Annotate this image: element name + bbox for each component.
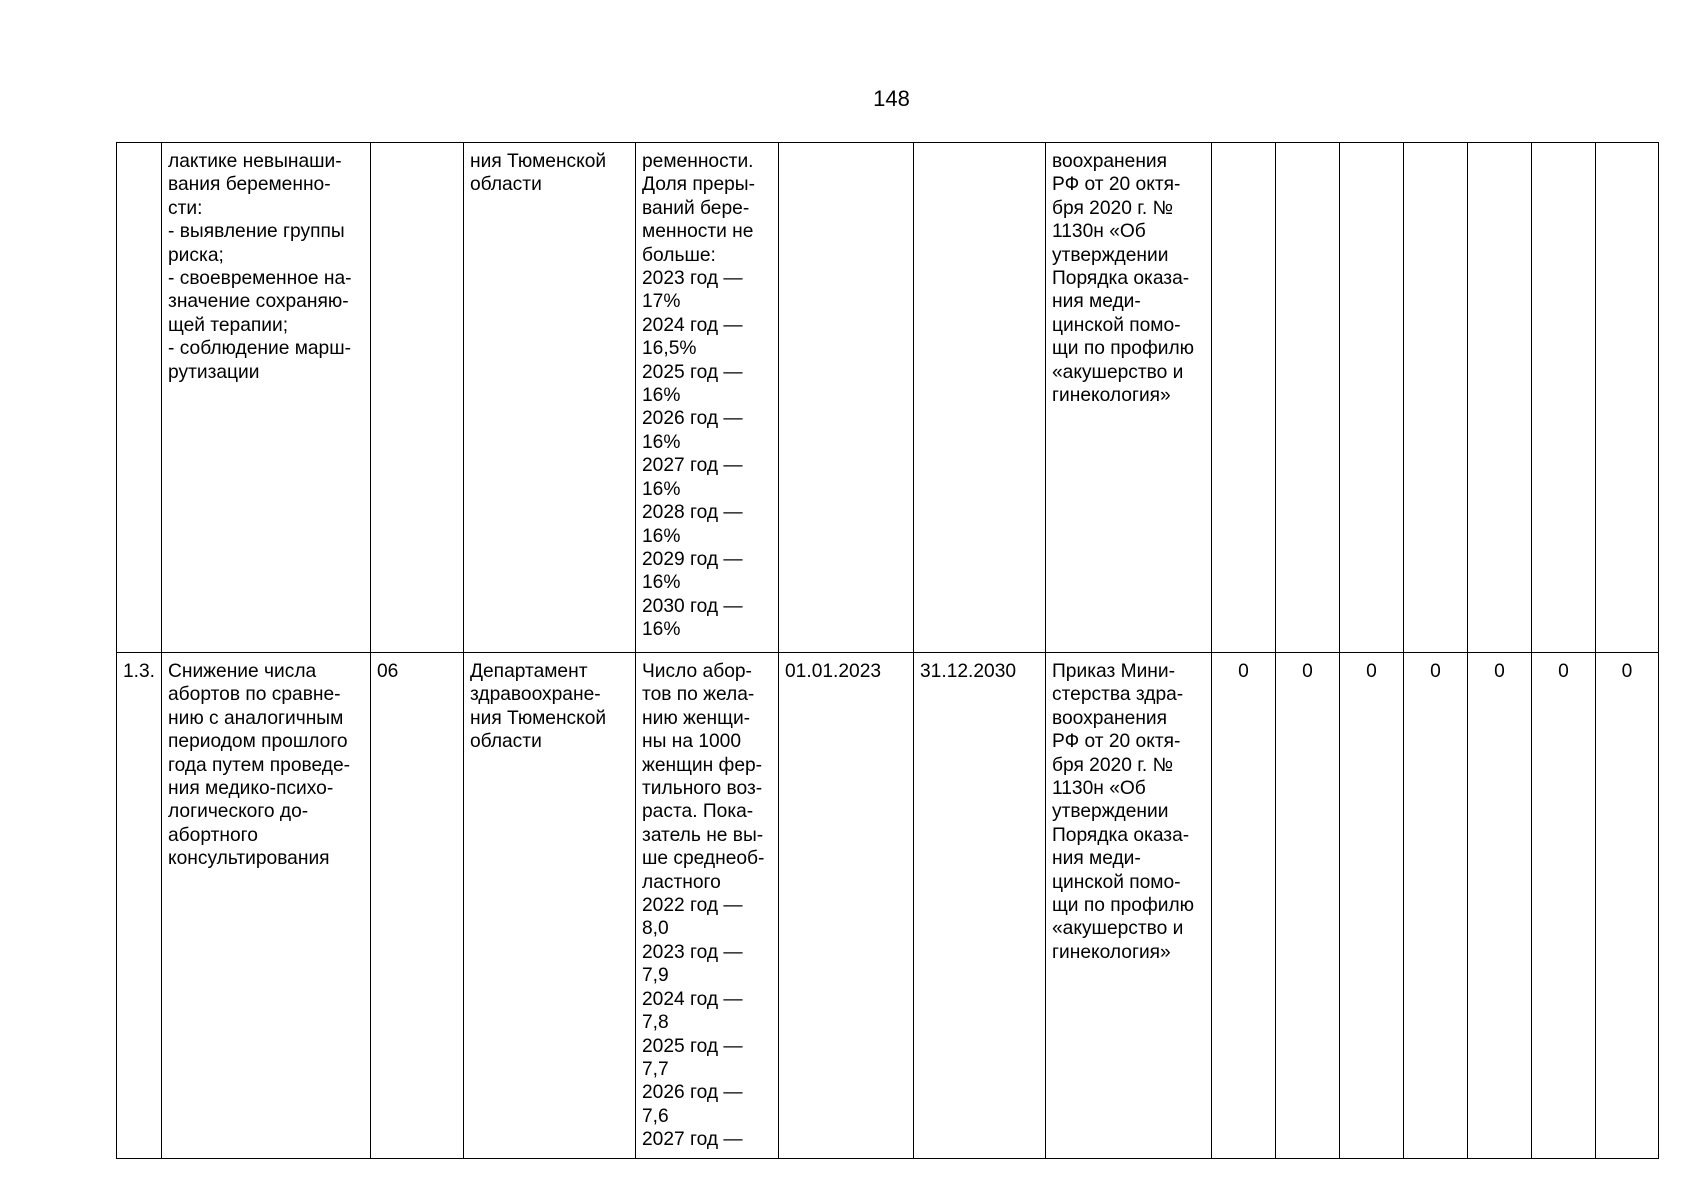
measure-name: Снижение числа абортов по сравне- нию с аналогичным периодом прошлого года путем проведе- ния медико-психо- логического до- абортного консультирования (162, 653, 371, 1159)
funding-cell: 0 (1276, 653, 1340, 1159)
page-number: 148 (873, 86, 910, 111)
table-row (117, 143, 1659, 653)
table-row (117, 653, 1659, 1159)
row-index: 1.3. (117, 653, 162, 1159)
funding-cell (1340, 143, 1404, 653)
funding-cell: 0 (1596, 653, 1659, 1159)
measures-table (116, 142, 1659, 1159)
indicator: Число абор- тов по жела- нию женщи- ны на 1000 женщин фер- тильного воз- раста. Пока- затель не вы- ше среднеоб- ластного 2022 год — 8,0 2023 год — 7,9 2024 год — 7,8 2025 год — 7,7 2026 год — 7,6 2027 год — (636, 653, 779, 1159)
measure-code: 06 (371, 653, 464, 1159)
end-date (914, 143, 1046, 653)
row-index (117, 143, 162, 653)
indicator: ременности. Доля преры- ваний бере- менности не больше: 2023 год — 17% 2024 год — 16,5% 2025 год — 16% 2026 год — 16% 2027 год — 16% 2028 год — 16% 2029 год — 16% 2030 год — 16% (636, 143, 779, 653)
start-date (779, 143, 914, 653)
funding-cell: 0 (1340, 653, 1404, 1159)
funding-cell (1468, 143, 1532, 653)
start-date: 01.01.2023 (779, 653, 914, 1159)
measure-name: лактике невынаши- вания беременно- сти: - выявление группы риска; - своевременное на- значение сохраняю- щей терапии; - соблюдение марш- рутизации (162, 143, 371, 653)
funding-cell (1532, 143, 1596, 653)
legal-basis: Приказ Мини- стерства здра- воохранения РФ от 20 октя- бря 2020 г. № 1130н «Об утверждении Порядка оказа- ния меди- цинской помо- щи по профилю «акушерство и гинекология» (1046, 653, 1212, 1159)
funding-cell (1596, 143, 1659, 653)
measure-code (371, 143, 464, 653)
legal-basis: воохранения РФ от 20 октя- бря 2020 г. № 1130н «Об утверждении Порядка оказа- ния меди- цинской помо- щи по профилю «акушерство и гинекология» (1046, 143, 1212, 653)
funding-cell (1404, 143, 1468, 653)
funding-cell: 0 (1468, 653, 1532, 1159)
funding-cell: 0 (1404, 653, 1468, 1159)
executor: Департамент здравоохране- ния Тюменской области (464, 653, 636, 1159)
funding-cell (1276, 143, 1340, 653)
funding-cell (1212, 143, 1276, 653)
executor: ния Тюменской области (464, 143, 636, 653)
end-date: 31.12.2030 (914, 653, 1046, 1159)
funding-cell: 0 (1532, 653, 1596, 1159)
funding-cell: 0 (1212, 653, 1276, 1159)
